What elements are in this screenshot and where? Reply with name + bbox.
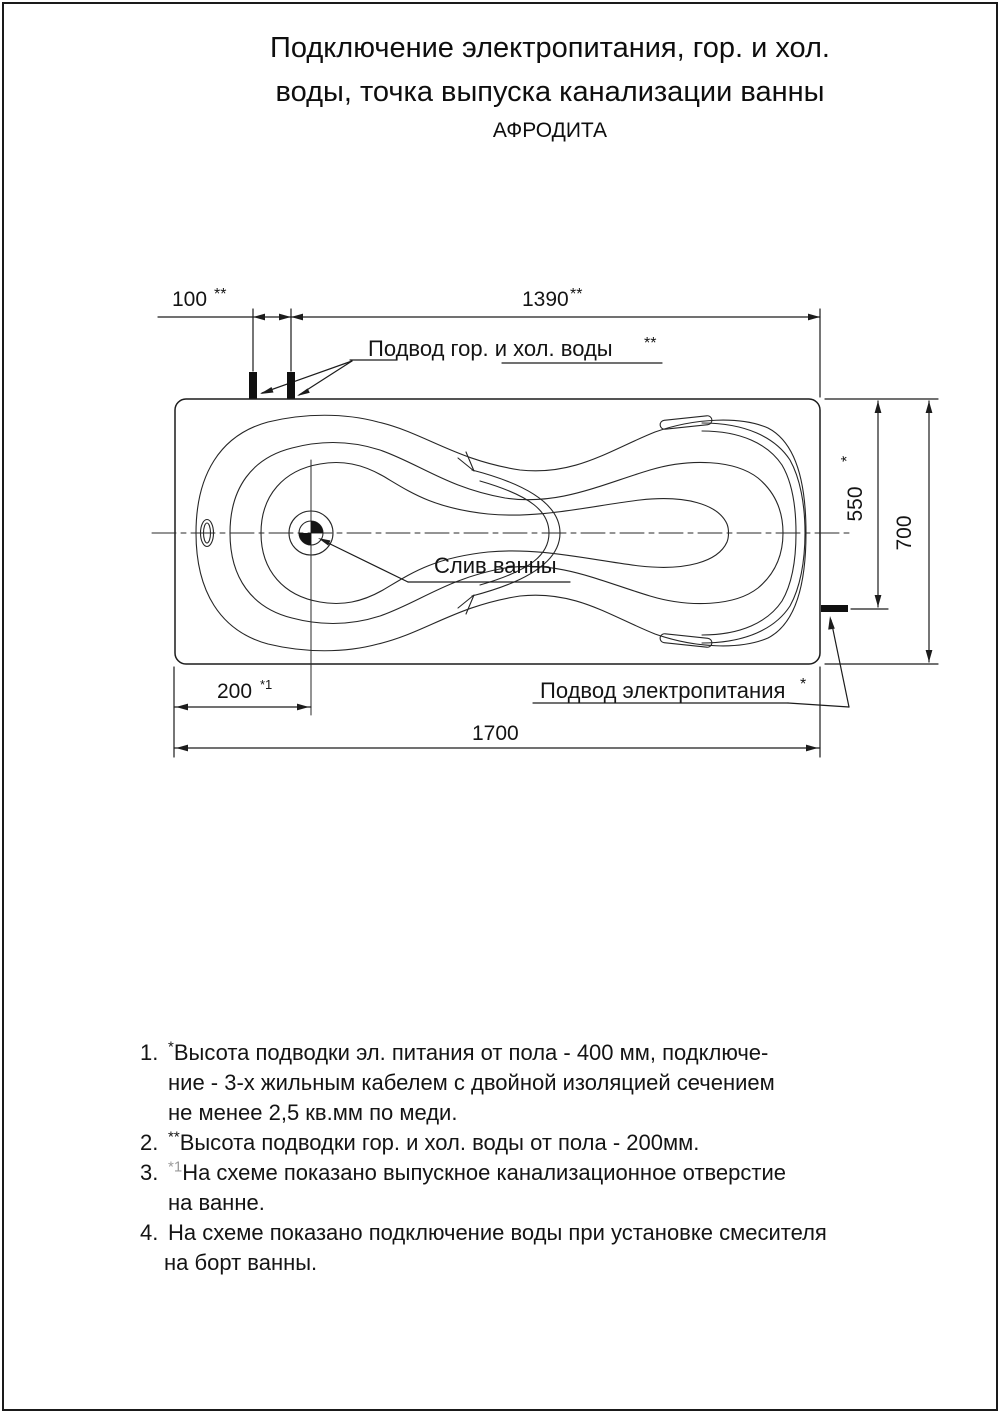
note-3-cont-1: на ванне. (168, 1190, 265, 1215)
note-1-cont-2: не менее 2,5 кв.мм по меди. (168, 1100, 458, 1125)
dim-1700-label: 1700 (472, 722, 519, 745)
dim-700-label: 700 (893, 515, 916, 551)
dim-1390-sup: ** (570, 286, 583, 303)
power-supply-label-sup: * (800, 676, 807, 693)
installation-notes (140, 1038, 930, 1278)
cold-water-pipe (287, 372, 295, 399)
note-2-text: Высота подводки гор. и хол. воды от пола - 200мм. (179, 1130, 700, 1155)
power-supply-label: Подвод электропитания (540, 678, 786, 703)
note-3-text: На схеме показано выпускное канализационное отверстие (182, 1160, 786, 1185)
note-2-marker: ** (168, 1128, 180, 1146)
note-4-cont-1: на борт ванны. (164, 1250, 318, 1275)
dim-100-sup: ** (214, 286, 227, 303)
note-1 (140, 1038, 930, 1068)
drain-label: Слив ванны (434, 553, 557, 578)
power-supply-point (821, 605, 848, 612)
dim-550-sup: * (839, 455, 856, 462)
dim-100-label: 100 (172, 288, 208, 311)
bathtub-model-name: АФРОДИТА (492, 119, 608, 142)
power-supply-leader-arrow (828, 616, 835, 630)
water-supply-label-sup: ** (644, 335, 657, 352)
water-supply-leader-arrows (260, 387, 310, 396)
water-supply-label: Подвод гор. и хол. воды (368, 336, 613, 361)
note-3 (140, 1158, 930, 1188)
note-3-marker: *1 (168, 1158, 183, 1176)
dim-200-label: 200 (217, 680, 253, 703)
note-4-text: На схеме показано подключение воды при установке смесителя (168, 1220, 827, 1245)
dim-1390-label: 1390 (522, 288, 569, 311)
note-4 (140, 1218, 930, 1248)
note-1-text: Высота подводки эл. питания от пола - 400 мм, подключе- (173, 1040, 769, 1065)
note-4-number: 4. (140, 1220, 159, 1245)
note-1-number: 1. (140, 1040, 159, 1065)
note-1-cont-1: ние - 3-х жильным кабелем с двойной изоляцией сечением (168, 1070, 775, 1095)
dim-550-label: 550 (844, 486, 867, 522)
dim-200-sup: *1 (260, 677, 273, 692)
hot-water-pipe (249, 372, 257, 399)
water-supply-leader (262, 360, 662, 395)
note-3-number: 3. (140, 1160, 159, 1185)
bathtub-rim (175, 399, 820, 664)
title-line-1: Подключение электропитания, гор. и хол. (270, 32, 830, 64)
note-2 (140, 1128, 930, 1158)
title-line-2: воды, точка выпуска канализации ванны (275, 76, 825, 108)
note-1-marker: * (168, 1038, 174, 1056)
right-dimension-lines (825, 399, 938, 664)
water-supply-points (249, 372, 295, 399)
note-2-number: 2. (140, 1130, 159, 1155)
